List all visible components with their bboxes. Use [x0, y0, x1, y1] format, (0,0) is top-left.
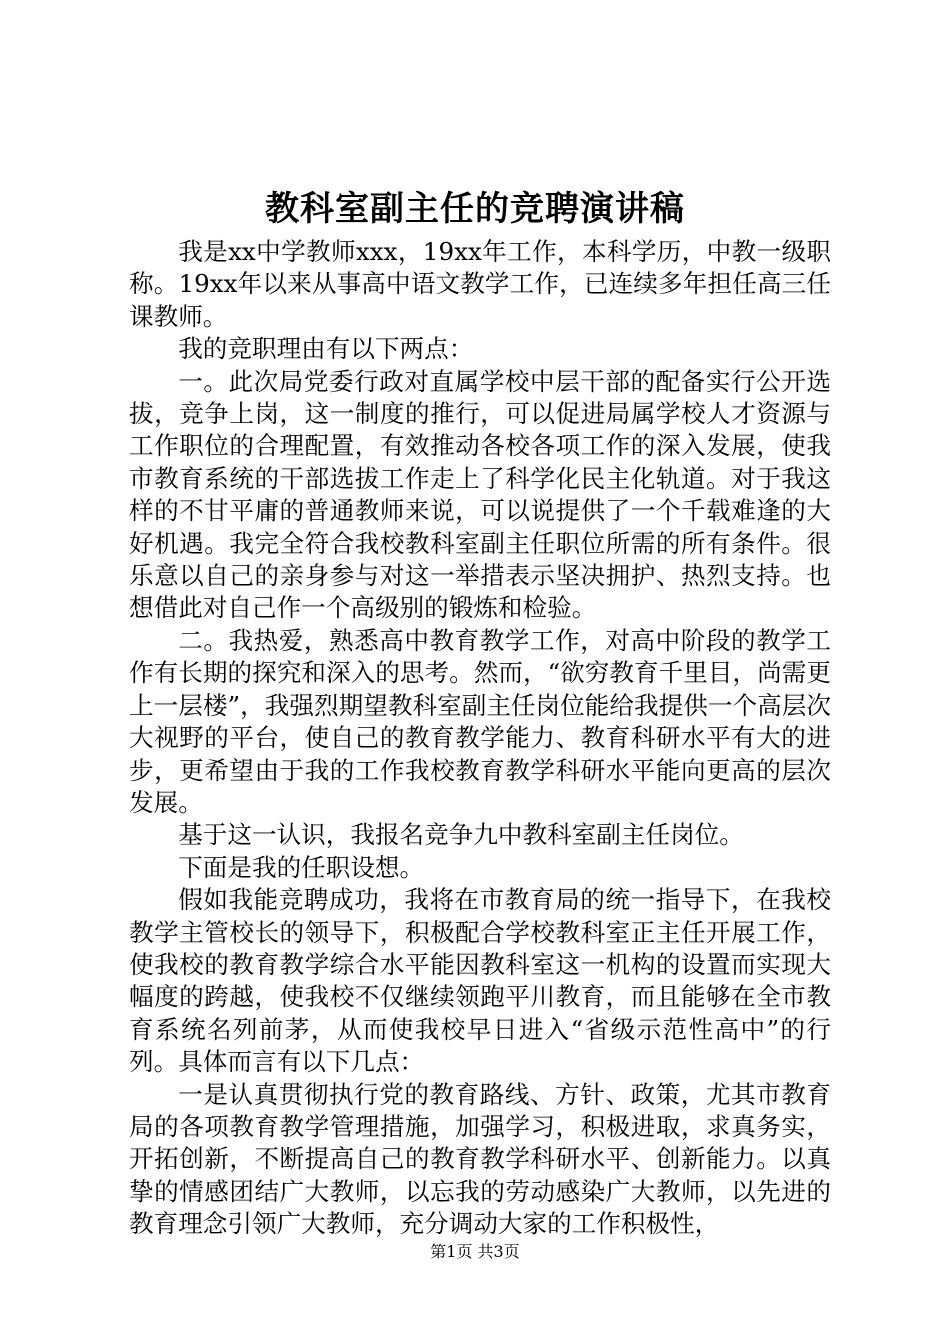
page-footer — [0, 1242, 950, 1262]
paragraph: 我的竞职理由有以下两点： — [178, 334, 474, 364]
paragraph: 一。此次局党委行政对直属学校中层干部的配备实行公开选拔，竞争上岗，这一制度的推行，可以促进局属学校人才资源与工作职位的合理配置，有效推动各校各项工作的深入发展，使我市教育系统的干部选拔工作走上了科学化民主化轨道。对于我这样的不甘平庸的普通教师来说，可以说提供了一个千载难逢的大好机遇。我完全符合我校教科室副主任职位所需的所有条件。很乐意以自己的亲身参与对这一举措表示坚决拥护、热烈支持。也想借此对自己作一个高级别的锻炼和检验。 — [129, 366, 831, 623]
page-total: 共3页 — [477, 1242, 520, 1261]
paragraph: 假如我能竞聘成功，我将在市教育局的统一指导下，在我校教学主管校长的领导下，积极配合学校教科室正主任开展工作，使我校的教育教学综合水平能因教科室这一机构的设置而实现大幅度的跨越，使我校不仅继续领跑平川教育，而且能够在全市教育系统名列前茅，从而使我校早日进入“省级示范性高中”的行列。具体而言有以下几点： — [129, 885, 831, 1077]
paragraph: 一是认真贯彻执行党的教育路线、方针、政策，尤其市教育局的各项教育教学管理措施，加强学习，积极进取，求真务实，开拓创新，不断提高自己的教育教学科研水平、创新能力。以真挚的情感团结广大教师，以忘我的劳动感染广大教师，以先进的教育理念引领广大教师，充分调动大家的工作积极性， — [129, 1079, 831, 1239]
page-number: 第1页 — [430, 1242, 473, 1261]
document-title: 教科室副主任的竞聘演讲稿 — [265, 189, 685, 229]
paragraph: 下面是我的任职设想。 — [178, 852, 425, 882]
paragraph: 基于这一认识，我报名竞争九中教科室副主任岗位。 — [178, 820, 744, 850]
paragraph: 二。我热爱，熟悉高中教育教学工作，对高中阶段的教学工作有长期的探究和深入的思考。然而，“欲穷教育千里目，尚需更上一层楼”，我强烈期望教科室副主任岗位能给我提供一个高层次大视野的平台，使自己的教育教学能力、教育科研水平有大的进步，更希望由于我的工作我校教育教学科研水平能向更高的层次发展。 — [129, 625, 831, 817]
document-body — [129, 236, 831, 1241]
paragraph: 我是xx中学教师xxx，19xx年工作，本科学历，中教一级职称。19xx年以来从事高中语文教学工作，已连续多年担任高三任课教师。 — [129, 237, 831, 331]
